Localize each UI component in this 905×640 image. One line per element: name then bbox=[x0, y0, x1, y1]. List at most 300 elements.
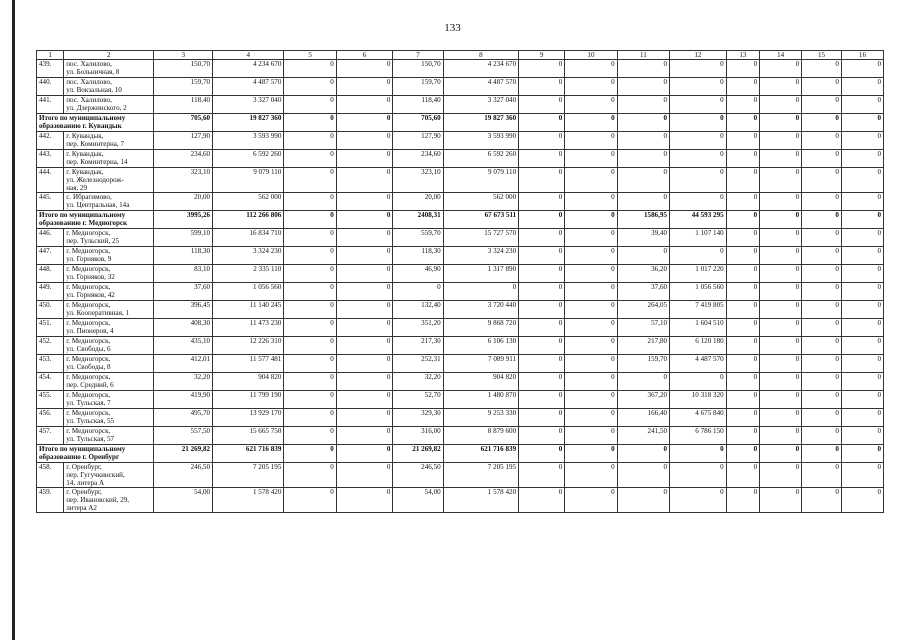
value-cell: 0 bbox=[670, 193, 727, 211]
value-cell: 0 bbox=[284, 337, 336, 355]
table-row bbox=[37, 193, 884, 211]
address-cell: г. Медногорск, ул. Кооперативная, 1 bbox=[64, 301, 154, 319]
value-cell: 0 bbox=[617, 193, 669, 211]
value-cell: 0 bbox=[284, 427, 336, 445]
value-cell: 0 bbox=[670, 247, 727, 265]
value-cell: 0 bbox=[670, 373, 727, 391]
value-cell: 0 bbox=[519, 193, 565, 211]
table-row bbox=[37, 373, 884, 391]
value-cell: 316,00 bbox=[393, 427, 443, 445]
value-cell: 4 487 570 bbox=[213, 78, 284, 96]
total-value: 0 bbox=[760, 211, 802, 229]
total-value: 19 827 360 bbox=[213, 114, 284, 132]
value-cell: 0 bbox=[519, 463, 565, 488]
total-value: 21 269,82 bbox=[154, 445, 213, 463]
value-cell: 0 bbox=[284, 168, 336, 193]
binding-edge bbox=[12, 0, 15, 640]
value-cell: 0 bbox=[670, 488, 727, 513]
column-header-5: 5 bbox=[284, 51, 336, 60]
value-cell: 0 bbox=[519, 168, 565, 193]
total-value: 1586,95 bbox=[617, 211, 669, 229]
value-cell: 0 bbox=[565, 96, 617, 114]
value-cell: 9 079 110 bbox=[213, 168, 284, 193]
value-cell: 0 bbox=[565, 409, 617, 427]
value-cell: 0 bbox=[726, 427, 760, 445]
value-cell: 0 bbox=[760, 78, 802, 96]
value-cell: 0 bbox=[670, 168, 727, 193]
value-cell: 0 bbox=[726, 373, 760, 391]
value-cell: 0 bbox=[284, 283, 336, 301]
value-cell: 0 bbox=[519, 247, 565, 265]
value-cell: 0 bbox=[519, 373, 565, 391]
row-number: 444. bbox=[37, 168, 64, 193]
value-cell: 0 bbox=[841, 319, 883, 337]
value-cell: 396,45 bbox=[154, 301, 213, 319]
value-cell: 1 317 890 bbox=[443, 265, 518, 283]
address-cell: г. Медногорск, ул. Тульская, 57 bbox=[64, 427, 154, 445]
value-cell: 32,20 bbox=[393, 373, 443, 391]
value-cell: 0 bbox=[336, 427, 393, 445]
total-value: 0 bbox=[336, 445, 393, 463]
row-number: 451. bbox=[37, 319, 64, 337]
row-number: 440. bbox=[37, 78, 64, 96]
total-value: 0 bbox=[617, 114, 669, 132]
value-cell: 0 bbox=[760, 409, 802, 427]
total-value: 0 bbox=[802, 114, 842, 132]
value-cell: 4 487 570 bbox=[443, 78, 518, 96]
value-cell: 0 bbox=[760, 463, 802, 488]
total-value: 19 827 360 bbox=[443, 114, 518, 132]
value-cell: 12 226 310 bbox=[213, 337, 284, 355]
value-cell: 0 bbox=[841, 355, 883, 373]
value-cell: 0 bbox=[802, 427, 842, 445]
value-cell: 0 bbox=[802, 463, 842, 488]
table-row bbox=[37, 265, 884, 283]
value-cell: 13 929 170 bbox=[213, 409, 284, 427]
value-cell: 559,70 bbox=[393, 229, 443, 247]
value-cell: 0 bbox=[841, 60, 883, 78]
value-cell: 0 bbox=[802, 229, 842, 247]
total-value: 0 bbox=[617, 445, 669, 463]
row-number: 459. bbox=[37, 488, 64, 513]
value-cell: 2 335 110 bbox=[213, 265, 284, 283]
value-cell: 252,31 bbox=[393, 355, 443, 373]
value-cell: 0 bbox=[726, 229, 760, 247]
value-cell: 0 bbox=[336, 283, 393, 301]
value-cell: 0 bbox=[284, 391, 336, 409]
value-cell: 159,70 bbox=[154, 78, 213, 96]
row-number: 439. bbox=[37, 60, 64, 78]
value-cell: 0 bbox=[565, 488, 617, 513]
value-cell: 0 bbox=[841, 463, 883, 488]
value-cell: 1 578 420 bbox=[443, 488, 518, 513]
value-cell: 0 bbox=[565, 229, 617, 247]
value-cell: 0 bbox=[760, 427, 802, 445]
value-cell: 7 205 195 bbox=[443, 463, 518, 488]
total-value: 0 bbox=[802, 445, 842, 463]
value-cell: 0 bbox=[336, 391, 393, 409]
value-cell: 0 bbox=[726, 283, 760, 301]
total-value: 0 bbox=[670, 445, 727, 463]
value-cell: 0 bbox=[284, 193, 336, 211]
value-cell: 323,10 bbox=[393, 168, 443, 193]
address-cell: пос. Халилово, ул. Дзержинского, 2 bbox=[64, 96, 154, 114]
value-cell: 0 bbox=[565, 168, 617, 193]
row-number: 441. bbox=[37, 96, 64, 114]
value-cell: 412,01 bbox=[154, 355, 213, 373]
value-cell: 0 bbox=[726, 168, 760, 193]
value-cell: 0 bbox=[802, 409, 842, 427]
address-cell: г. Кувандык, пер. Коминтерна, 14 bbox=[64, 150, 154, 168]
page-number: 133 bbox=[444, 22, 461, 34]
total-value: 112 266 806 bbox=[213, 211, 284, 229]
value-cell: 0 bbox=[841, 409, 883, 427]
address-cell: г. Медногорск, ул. Горняков, 9 bbox=[64, 247, 154, 265]
value-cell: 0 bbox=[519, 409, 565, 427]
total-value: 621 716 839 bbox=[443, 445, 518, 463]
address-cell: г. Оренбург, пер. Ивановский, 29, литера А2 bbox=[64, 488, 154, 513]
total-value: 67 673 511 bbox=[443, 211, 518, 229]
value-cell: 0 bbox=[726, 319, 760, 337]
value-cell: 0 bbox=[760, 265, 802, 283]
row-number: 446. bbox=[37, 229, 64, 247]
address-cell: с. Ибрагимово, ул. Центральная, 14а bbox=[64, 193, 154, 211]
value-cell: 0 bbox=[565, 355, 617, 373]
value-cell: 0 bbox=[519, 132, 565, 150]
data-table bbox=[36, 50, 884, 513]
table-row bbox=[37, 409, 884, 427]
value-cell: 0 bbox=[565, 373, 617, 391]
value-cell: 0 bbox=[802, 168, 842, 193]
value-cell: 0 bbox=[760, 96, 802, 114]
column-header-6: 6 bbox=[336, 51, 393, 60]
total-value: 0 bbox=[336, 211, 393, 229]
value-cell: 0 bbox=[802, 355, 842, 373]
value-cell: 15 727 570 bbox=[443, 229, 518, 247]
value-cell: 0 bbox=[565, 301, 617, 319]
value-cell: 0 bbox=[284, 229, 336, 247]
value-cell: 0 bbox=[802, 78, 842, 96]
total-value: 0 bbox=[565, 211, 617, 229]
total-label: Итого по муниципальному образованию г. Кувандык bbox=[37, 114, 154, 132]
value-cell: 0 bbox=[802, 193, 842, 211]
column-header-14: 14 bbox=[760, 51, 802, 60]
total-value: 44 593 295 bbox=[670, 211, 727, 229]
value-cell: 0 bbox=[802, 283, 842, 301]
value-cell: 118,30 bbox=[393, 247, 443, 265]
value-cell: 8 879 600 bbox=[443, 427, 518, 445]
total-value: 705,60 bbox=[154, 114, 213, 132]
total-value: 0 bbox=[760, 114, 802, 132]
value-cell: 0 bbox=[336, 301, 393, 319]
value-cell: 0 bbox=[760, 193, 802, 211]
value-cell: 9 253 330 bbox=[443, 409, 518, 427]
value-cell: 0 bbox=[519, 96, 565, 114]
value-cell: 0 bbox=[336, 373, 393, 391]
value-cell: 0 bbox=[760, 391, 802, 409]
total-label: Итого по муниципальному образованию г. Оренбург bbox=[37, 445, 154, 463]
value-cell: 159,70 bbox=[393, 78, 443, 96]
column-header-15: 15 bbox=[802, 51, 842, 60]
value-cell: 0 bbox=[841, 265, 883, 283]
value-cell: 0 bbox=[617, 247, 669, 265]
value-cell: 0 bbox=[760, 301, 802, 319]
value-cell: 0 bbox=[284, 488, 336, 513]
row-number: 454. bbox=[37, 373, 64, 391]
table-row bbox=[37, 78, 884, 96]
total-value: 0 bbox=[841, 211, 883, 229]
value-cell: 0 bbox=[519, 60, 565, 78]
value-cell: 52,70 bbox=[393, 391, 443, 409]
column-header-16: 16 bbox=[841, 51, 883, 60]
value-cell: 1 604 510 bbox=[670, 319, 727, 337]
address-cell: пос. Халилово, ул. Больничная, 8 bbox=[64, 60, 154, 78]
value-cell: 0 bbox=[841, 78, 883, 96]
value-cell: 0 bbox=[519, 150, 565, 168]
value-cell: 562 000 bbox=[443, 193, 518, 211]
value-cell: 20,00 bbox=[393, 193, 443, 211]
table-row bbox=[37, 337, 884, 355]
table-row bbox=[37, 427, 884, 445]
value-cell: 0 bbox=[760, 150, 802, 168]
table-row bbox=[37, 301, 884, 319]
total-value: 0 bbox=[284, 211, 336, 229]
value-cell: 562 000 bbox=[213, 193, 284, 211]
value-cell: 7 419 805 bbox=[670, 301, 727, 319]
value-cell: 323,10 bbox=[154, 168, 213, 193]
value-cell: 0 bbox=[726, 355, 760, 373]
address-cell: г. Медногорск, пер. Средний, 6 bbox=[64, 373, 154, 391]
value-cell: 0 bbox=[336, 247, 393, 265]
value-cell: 11 473 230 bbox=[213, 319, 284, 337]
row-number: 457. bbox=[37, 427, 64, 445]
value-cell: 0 bbox=[284, 60, 336, 78]
value-cell: 0 bbox=[841, 96, 883, 114]
value-cell: 234,60 bbox=[154, 150, 213, 168]
header-row bbox=[37, 51, 884, 60]
value-cell: 0 bbox=[617, 150, 669, 168]
value-cell: 0 bbox=[670, 463, 727, 488]
value-cell: 0 bbox=[760, 247, 802, 265]
address-cell: г. Медногорск, ул. Свободы, 6 bbox=[64, 337, 154, 355]
value-cell: 1 056 560 bbox=[670, 283, 727, 301]
table-body bbox=[37, 60, 884, 513]
value-cell: 6 592 260 bbox=[443, 150, 518, 168]
value-cell: 0 bbox=[336, 463, 393, 488]
value-cell: 0 bbox=[802, 373, 842, 391]
value-cell: 0 bbox=[519, 301, 565, 319]
total-value: 0 bbox=[519, 114, 565, 132]
value-cell: 0 bbox=[565, 319, 617, 337]
value-cell: 0 bbox=[519, 229, 565, 247]
address-cell: г. Оренбург, пер. Гугучкинский, 14, литера А bbox=[64, 463, 154, 488]
value-cell: 0 bbox=[726, 60, 760, 78]
value-cell: 11 799 190 bbox=[213, 391, 284, 409]
total-value: 0 bbox=[670, 114, 727, 132]
value-cell: 0 bbox=[726, 132, 760, 150]
value-cell: 0 bbox=[802, 265, 842, 283]
value-cell: 0 bbox=[284, 96, 336, 114]
value-cell: 0 bbox=[802, 150, 842, 168]
value-cell: 118,40 bbox=[393, 96, 443, 114]
value-cell: 0 bbox=[670, 150, 727, 168]
address-cell: г. Медногорск, ул. Тульская, 7 bbox=[64, 391, 154, 409]
value-cell: 0 bbox=[519, 391, 565, 409]
column-header-13: 13 bbox=[726, 51, 760, 60]
column-header-12: 12 bbox=[670, 51, 727, 60]
table-row bbox=[37, 283, 884, 301]
value-cell: 4 487 570 bbox=[670, 355, 727, 373]
value-cell: 39,40 bbox=[617, 229, 669, 247]
value-cell: 329,30 bbox=[393, 409, 443, 427]
value-cell: 10 318 320 bbox=[670, 391, 727, 409]
value-cell: 54,00 bbox=[154, 488, 213, 513]
value-cell: 6 120 180 bbox=[670, 337, 727, 355]
value-cell: 0 bbox=[284, 150, 336, 168]
total-value: 0 bbox=[336, 114, 393, 132]
row-number: 458. bbox=[37, 463, 64, 488]
value-cell: 264,05 bbox=[617, 301, 669, 319]
value-cell: 0 bbox=[670, 78, 727, 96]
value-cell: 0 bbox=[519, 427, 565, 445]
value-cell: 4 234 670 bbox=[443, 60, 518, 78]
value-cell: 0 bbox=[760, 229, 802, 247]
total-value: 0 bbox=[802, 211, 842, 229]
row-number: 450. bbox=[37, 301, 64, 319]
value-cell: 0 bbox=[284, 319, 336, 337]
value-cell: 0 bbox=[726, 150, 760, 168]
value-cell: 0 bbox=[336, 60, 393, 78]
value-cell: 36,20 bbox=[617, 265, 669, 283]
address-cell: г. Медногорск, ул. Горняков, 32 bbox=[64, 265, 154, 283]
total-value: 0 bbox=[726, 114, 760, 132]
value-cell: 0 bbox=[726, 391, 760, 409]
total-row bbox=[37, 114, 884, 132]
value-cell: 0 bbox=[617, 60, 669, 78]
value-cell: 246,50 bbox=[154, 463, 213, 488]
column-header-11: 11 bbox=[617, 51, 669, 60]
value-cell: 159,70 bbox=[617, 355, 669, 373]
value-cell: 54,00 bbox=[393, 488, 443, 513]
address-cell: г. Кувандык, пер. Коминтерна, 7 bbox=[64, 132, 154, 150]
value-cell: 0 bbox=[841, 168, 883, 193]
value-cell: 0 bbox=[336, 355, 393, 373]
table-row bbox=[37, 132, 884, 150]
value-cell: 419,90 bbox=[154, 391, 213, 409]
value-cell: 0 bbox=[284, 78, 336, 96]
value-cell: 0 bbox=[565, 427, 617, 445]
value-cell: 6 786 150 bbox=[670, 427, 727, 445]
value-cell: 118,30 bbox=[154, 247, 213, 265]
address-cell: пос. Халилово, ул. Вокзальная, 10 bbox=[64, 78, 154, 96]
value-cell: 0 bbox=[284, 132, 336, 150]
value-cell: 0 bbox=[726, 301, 760, 319]
value-cell: 0 bbox=[284, 301, 336, 319]
value-cell: 0 bbox=[565, 193, 617, 211]
column-header-4: 4 bbox=[213, 51, 284, 60]
value-cell: 351,20 bbox=[393, 319, 443, 337]
value-cell: 0 bbox=[519, 265, 565, 283]
value-cell: 0 bbox=[336, 132, 393, 150]
row-number: 445. bbox=[37, 193, 64, 211]
value-cell: 0 bbox=[760, 283, 802, 301]
value-cell: 0 bbox=[760, 132, 802, 150]
value-cell: 0 bbox=[519, 319, 565, 337]
value-cell: 0 bbox=[565, 337, 617, 355]
value-cell: 3 593 990 bbox=[213, 132, 284, 150]
value-cell: 166,40 bbox=[617, 409, 669, 427]
value-cell: 217,30 bbox=[393, 337, 443, 355]
value-cell: 4 234 670 bbox=[213, 60, 284, 78]
value-cell: 132,40 bbox=[393, 301, 443, 319]
value-cell: 9 868 720 bbox=[443, 319, 518, 337]
value-cell: 20,00 bbox=[154, 193, 213, 211]
value-cell: 0 bbox=[760, 60, 802, 78]
value-cell: 0 bbox=[670, 96, 727, 114]
column-header-7: 7 bbox=[393, 51, 443, 60]
total-value: 3995,26 bbox=[154, 211, 213, 229]
value-cell: 0 bbox=[284, 247, 336, 265]
value-cell: 0 bbox=[565, 150, 617, 168]
value-cell: 3 720 440 bbox=[443, 301, 518, 319]
value-cell: 0 bbox=[841, 488, 883, 513]
value-cell: 0 bbox=[726, 78, 760, 96]
table-row bbox=[37, 229, 884, 247]
value-cell: 408,30 bbox=[154, 319, 213, 337]
value-cell: 495,70 bbox=[154, 409, 213, 427]
value-cell: 3 324 230 bbox=[213, 247, 284, 265]
value-cell: 0 bbox=[841, 247, 883, 265]
value-cell: 904 820 bbox=[213, 373, 284, 391]
value-cell: 0 bbox=[802, 391, 842, 409]
total-value: 2408,31 bbox=[393, 211, 443, 229]
total-value: 0 bbox=[760, 445, 802, 463]
value-cell: 150,70 bbox=[393, 60, 443, 78]
row-number: 452. bbox=[37, 337, 64, 355]
value-cell: 0 bbox=[565, 283, 617, 301]
value-cell: 0 bbox=[726, 265, 760, 283]
value-cell: 1 480 870 bbox=[443, 391, 518, 409]
total-value: 621 716 839 bbox=[213, 445, 284, 463]
total-value: 0 bbox=[565, 445, 617, 463]
value-cell: 0 bbox=[617, 373, 669, 391]
value-cell: 127,90 bbox=[393, 132, 443, 150]
value-cell: 0 bbox=[284, 265, 336, 283]
value-cell: 0 bbox=[670, 60, 727, 78]
value-cell: 241,50 bbox=[617, 427, 669, 445]
value-cell: 0 bbox=[519, 337, 565, 355]
value-cell: 0 bbox=[760, 337, 802, 355]
value-cell: 0 bbox=[519, 355, 565, 373]
total-value: 0 bbox=[519, 445, 565, 463]
value-cell: 0 bbox=[519, 488, 565, 513]
value-cell: 0 bbox=[336, 193, 393, 211]
table-row bbox=[37, 60, 884, 78]
value-cell: 0 bbox=[565, 391, 617, 409]
value-cell: 0 bbox=[565, 463, 617, 488]
value-cell: 0 bbox=[841, 373, 883, 391]
value-cell: 0 bbox=[726, 337, 760, 355]
value-cell: 3 324 230 bbox=[443, 247, 518, 265]
total-value: 0 bbox=[841, 445, 883, 463]
row-number: 453. bbox=[37, 355, 64, 373]
value-cell: 0 bbox=[336, 78, 393, 96]
value-cell: 0 bbox=[760, 488, 802, 513]
value-cell: 11 140 245 bbox=[213, 301, 284, 319]
value-cell: 0 bbox=[841, 427, 883, 445]
value-cell: 3 327 040 bbox=[443, 96, 518, 114]
total-value: 0 bbox=[726, 211, 760, 229]
